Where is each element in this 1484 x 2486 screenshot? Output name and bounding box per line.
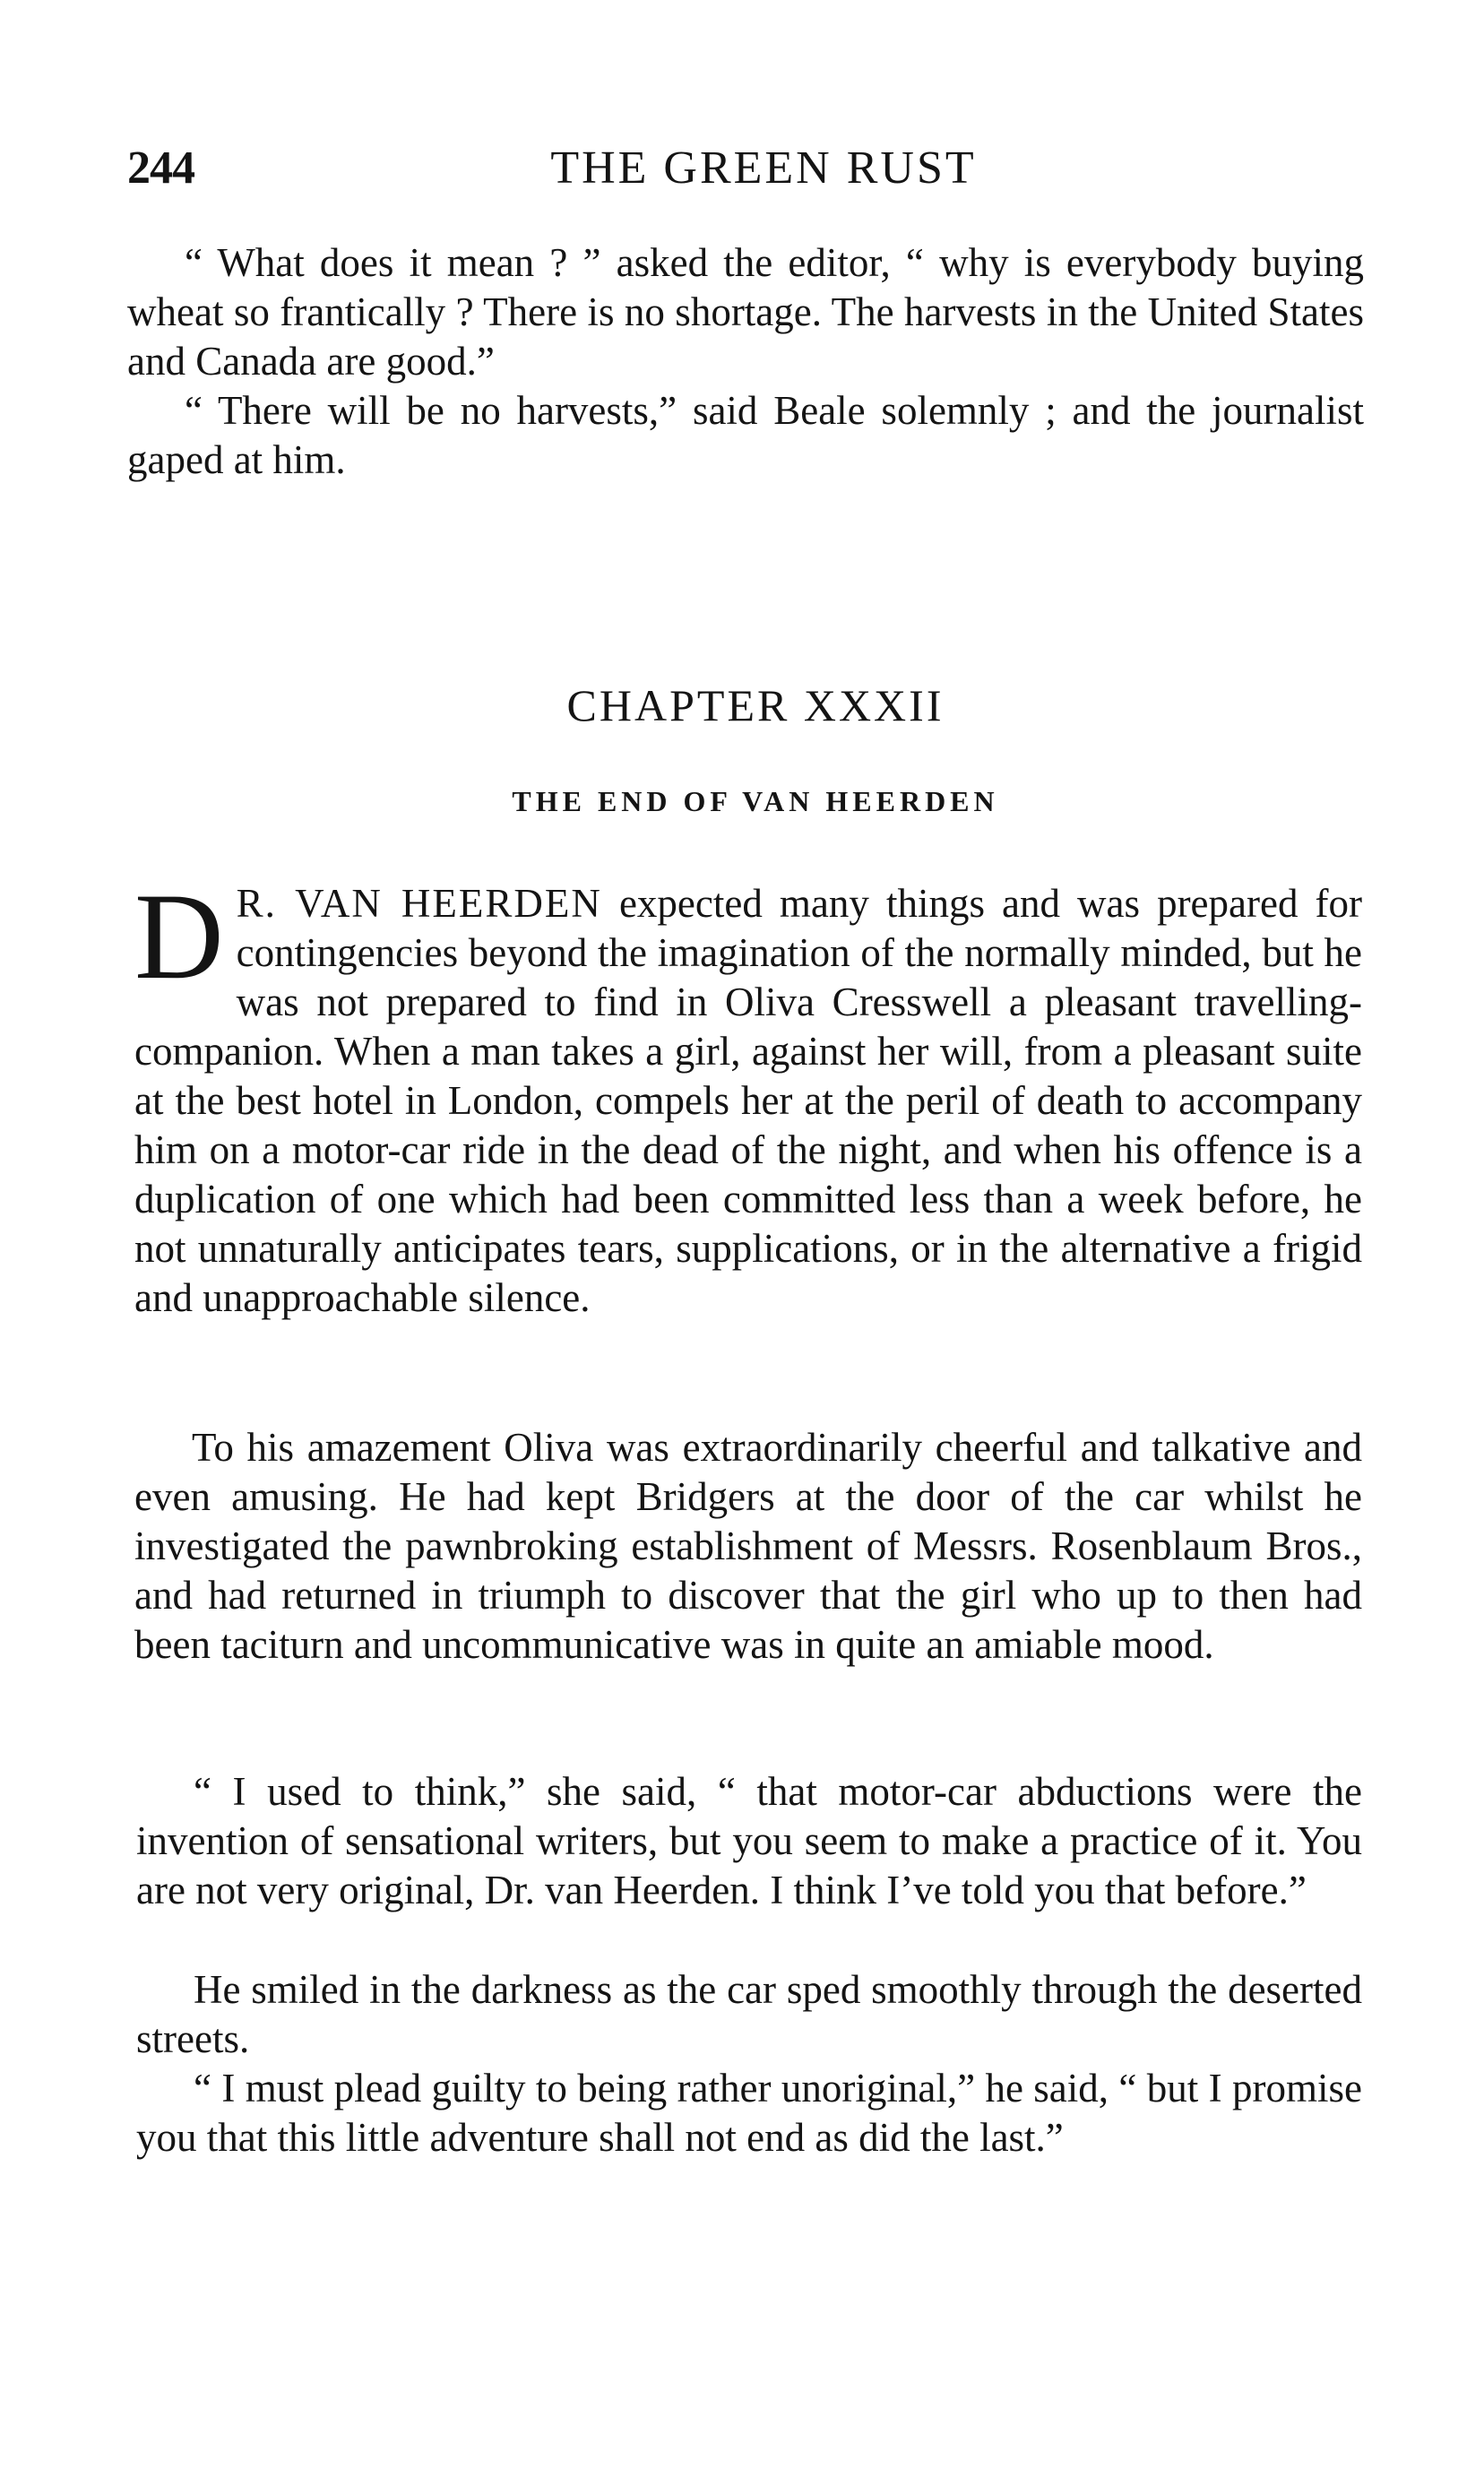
drop-cap: D bbox=[134, 868, 224, 1005]
book-title: THE GREEN RUST bbox=[550, 142, 977, 194]
paragraph-beale-reply: “ There will be no harvests,” said Beale solemnly ; and the journalist gaped at him. bbox=[127, 388, 1364, 482]
running-head bbox=[127, 142, 1364, 204]
paragraph-oliva-cheerful: To his amazement Oliva was extraordinarily cheerful and talkative and even amusing. He had kept Bridgers at the door of the car whilst he investigated the pawnbroking establishment of Messrs. Rosenblaum Bros., and had returned in triumph to discover that the girl who up to then had been taciturn and uncommunicative was in quite an amiable mood. bbox=[134, 1425, 1362, 1667]
paragraph-editor-question: “ What does it mean ? ” asked the editor, “ why is everybody buying wheat so frantically ? There is no shortage. The harvests in the United States and Canada are good.” bbox=[127, 240, 1364, 384]
paragraph-chapter-opening bbox=[134, 868, 1362, 1323]
paragraph-car-sped: He smiled in the darkness as the car sped smoothly through the deserted streets. bbox=[136, 1967, 1362, 2061]
page-number: 244 bbox=[127, 142, 194, 194]
chapter-opening-text: expected many things and was prepared for contingencies beyond the imagination of the normally minded, but he was not prepared to find in Oliva Cresswell a pleasant travelling-companion. When a man takes a girl, against her will, from a pleasant suite at the best hotel in London, compels her at the peril of death to accompany him on a motor-car ride in the dead of the night, and when his offence is a duplication of one which had been committed less than a week before, he not unnaturally anticipates tears, supplications, or in the alternative a frigid and unapproachable silence. bbox=[134, 881, 1362, 1320]
chapter-opening-name: R. VAN HEERDEN bbox=[236, 881, 602, 926]
chapter-number: CHAPTER XXXII bbox=[566, 680, 945, 730]
paragraph-oliva-speech: “ I used to think,” she said, “ that motor-car abductions were the invention of sensational writers, but you seem to make a practice of it. You are not very original, Dr. van Heerden. I think I’ve told you that before.” bbox=[136, 1769, 1362, 1912]
chapter-title: THE END OF VAN HEERDEN bbox=[512, 785, 999, 817]
paragraph-van-heerden-reply: “ I must plead guilty to being rather unoriginal,” he said, “ but I promise you that this little adventure shall not end as did the last.” bbox=[136, 2066, 1362, 2160]
